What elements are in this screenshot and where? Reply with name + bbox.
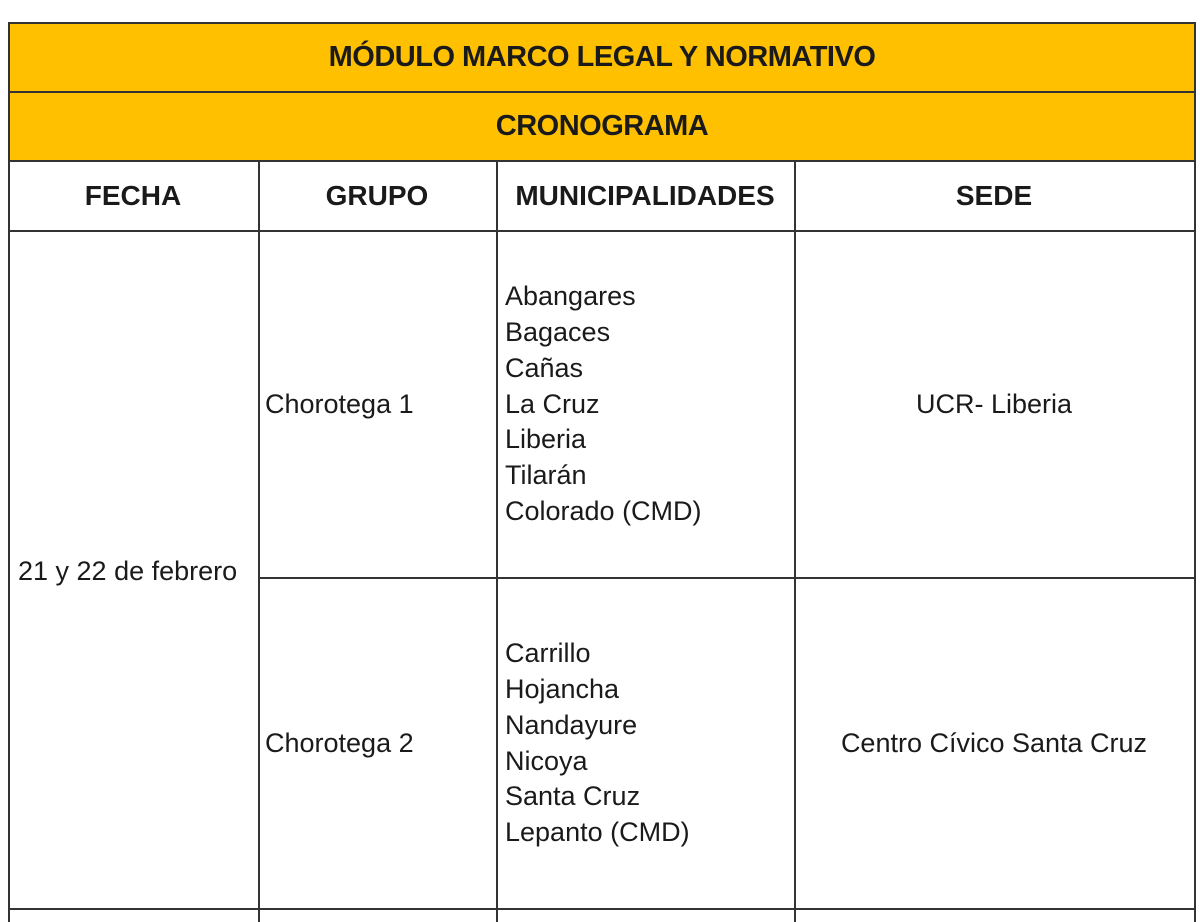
venue-cell-2: Centro Cívico Santa Cruz	[840, 727, 1148, 758]
list-item: Bagaces	[505, 316, 611, 347]
column-header-fecha: FECHA	[84, 180, 182, 212]
column-divider	[258, 162, 260, 922]
list-item: Liberia	[505, 424, 587, 455]
list-item: Nandayure	[505, 709, 638, 740]
list-item: Nicoya	[505, 745, 588, 776]
module-title: MÓDULO MARCO LEGAL Y NORMATIVO	[8, 22, 1196, 92]
municipalities-list-1	[505, 232, 794, 577]
table-bottom-divider	[8, 908, 1196, 910]
list-item: Tilarán	[505, 460, 587, 491]
group-cell-1: Chorotega 1	[265, 388, 414, 419]
list-item: Abangares	[505, 280, 636, 311]
municipalities-list-2	[505, 579, 794, 908]
schedule-subtitle: CRONOGRAMA	[8, 92, 1196, 162]
column-divider	[496, 162, 498, 922]
date-cell: 21 y 22 de febrero	[18, 556, 238, 587]
table-border-left	[8, 162, 10, 922]
column-header-sede: SEDE	[955, 180, 1033, 212]
schedule-table	[8, 162, 1196, 922]
list-item: Carrillo	[505, 637, 591, 668]
list-item: Santa Cruz	[505, 781, 641, 812]
table-border-right	[1194, 162, 1196, 922]
list-item: Lepanto (CMD)	[505, 817, 690, 848]
list-item: Colorado (CMD)	[505, 496, 702, 527]
schedule-document	[8, 22, 1196, 922]
column-header-grupo: GRUPO	[325, 180, 429, 212]
column-header-municipalidades: MUNICIPALIDADES	[515, 180, 775, 212]
list-item: Hojancha	[505, 673, 620, 704]
list-item: La Cruz	[505, 388, 600, 419]
list-item: Cañas	[505, 352, 584, 383]
group-cell-2: Chorotega 2	[265, 727, 414, 758]
venue-cell-1: UCR- Liberia	[915, 388, 1073, 419]
